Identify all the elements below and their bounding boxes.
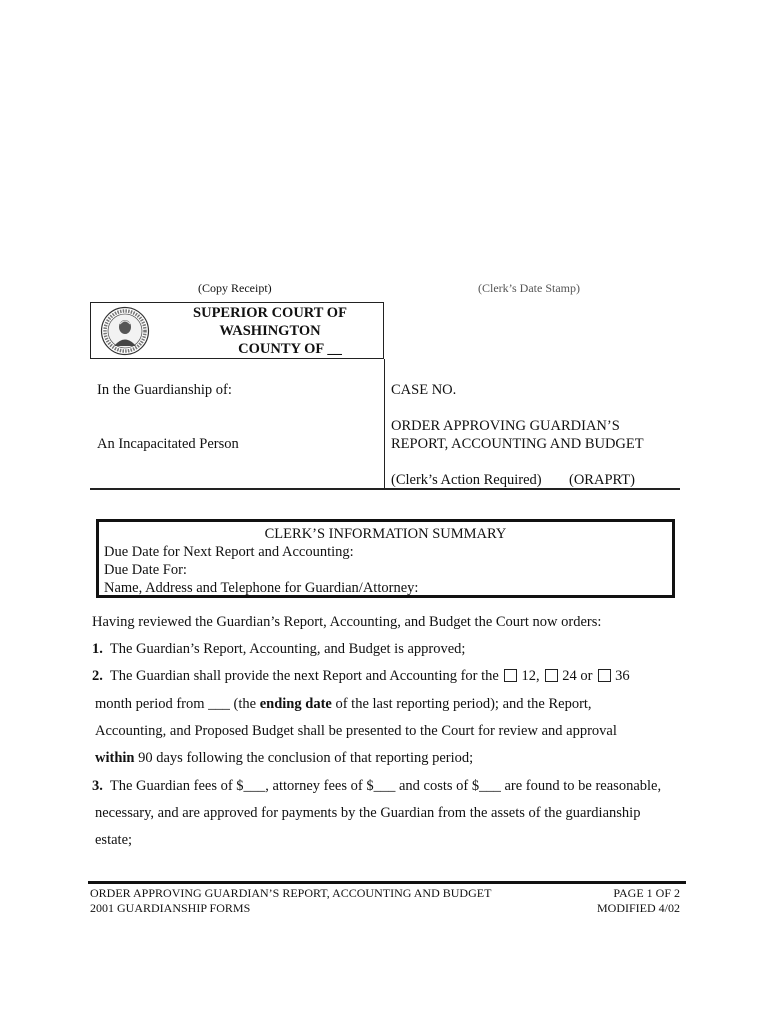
item-2-line-2-end: of the last reporting period); and the Report, — [335, 696, 592, 712]
item-1-text: The Guardian’s Report, Accounting, and Budget is approved; — [109, 641, 466, 657]
item-3-text: The Guardian fees of $___, attorney fees of $___ and costs of $___ are found to be reasonable, — [109, 778, 662, 794]
period-24-label: 24 or — [562, 668, 593, 684]
copy-receipt-label: (Copy Receipt) — [198, 281, 272, 295]
item-1-number: 1. — [92, 641, 103, 657]
summary-title: CLERK’S INFORMATION SUMMARY — [264, 526, 507, 542]
item-2-line-2 — [95, 696, 592, 713]
order-title-line2: REPORT, ACCOUNTING AND BUDGET — [391, 436, 644, 452]
caption-horizontal-divider — [90, 488, 680, 490]
order-item-1 — [92, 641, 465, 658]
summary-due-date-for: Due Date For: — [104, 562, 187, 578]
footer-modified-date: MODIFIED 4/02 — [597, 901, 680, 915]
footer-page-number: PAGE 1 OF 2 — [613, 886, 680, 900]
order-title-line1: ORDER APPROVING GUARDIAN’S — [391, 418, 620, 434]
court-name-line1: SUPERIOR COURT OF — [193, 305, 347, 321]
clerk-date-stamp-label: (Clerk’s Date Stamp) — [478, 281, 580, 295]
guardianship-of-label: In the Guardianship of: — [97, 382, 232, 398]
clerk-information-summary — [96, 519, 675, 598]
item-2-line-4-end: 90 days following the conclusion of that reporting period; — [138, 750, 474, 766]
item-2-line-2-start: month period from ___ (the — [95, 696, 257, 712]
court-name — [165, 304, 375, 358]
footer-rule — [88, 881, 686, 884]
order-item-2 — [92, 668, 630, 685]
order-item-3 — [92, 778, 661, 795]
period-12-label: 12, — [521, 668, 540, 684]
footer-form-title: ORDER APPROVING GUARDIAN’S REPORT, ACCOUNTING AND BUDGET — [90, 886, 492, 900]
period-12-checkbox[interactable] — [504, 669, 517, 682]
item-3-line-3: estate; — [95, 832, 133, 848]
item-2-line-3: Accounting, and Proposed Budget shall be presented to the Court for review and approval — [95, 723, 617, 739]
item-2-line-4 — [95, 750, 473, 767]
footer-form-series: 2001 GUARDIANSHIP FORMS — [90, 901, 251, 915]
footer-left — [90, 886, 491, 916]
incapacitated-person-label: An Incapacitated Person — [97, 436, 239, 452]
period-36-checkbox[interactable] — [598, 669, 611, 682]
item-3-line-2: necessary, and are approved for payments by the Guardian from the assets of the guardianship — [95, 805, 641, 821]
ending-date-emphasis: ending date — [259, 696, 332, 712]
footer-right — [597, 886, 680, 916]
court-name-line2: WASHINGTON — [219, 323, 321, 339]
item-2-text: The Guardian shall provide the next Report and Accounting for the — [109, 668, 499, 684]
washington-state-seal-icon — [100, 306, 150, 356]
order-intro: Having reviewed the Guardian’s Report, Accounting, and Budget the Court now orders: — [92, 614, 602, 630]
form-code: (ORAPRT) — [569, 472, 635, 488]
item-3-number: 3. — [92, 778, 103, 794]
period-24-checkbox[interactable] — [545, 669, 558, 682]
item-2-number: 2. — [92, 668, 103, 684]
case-number-label: CASE NO. — [391, 382, 457, 398]
court-name-line3: COUNTY OF __ — [238, 341, 342, 357]
within-emphasis: within — [95, 750, 135, 766]
summary-next-report-due: Due Date for Next Report and Accounting: — [104, 544, 354, 560]
caption-vertical-divider — [384, 359, 385, 488]
period-36-label: 36 — [615, 668, 630, 684]
clerk-action-required: (Clerk’s Action Required) — [391, 472, 542, 488]
summary-guardian-contact: Name, Address and Telephone for Guardian/Attorney: — [104, 580, 419, 596]
